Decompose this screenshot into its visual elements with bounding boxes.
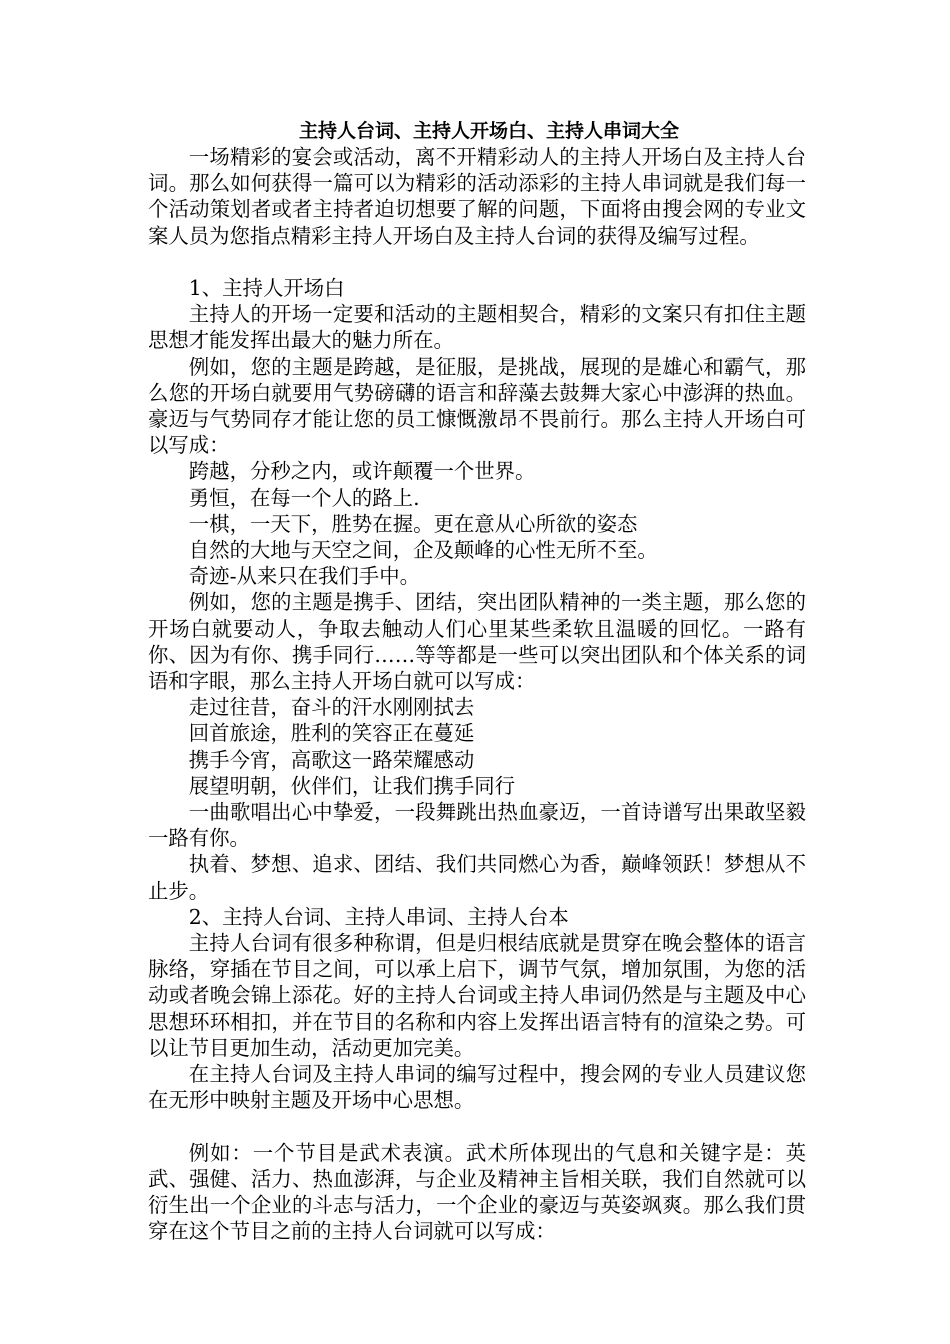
lines-paragraph-1: 主持人台词有很多种称谓，但是归根结底就是贯穿在晚会整体的语言脉络，穿插在节目之间，可以承上启下，调节气氛，增加氛围，为您的活动或者晚会锦上添花。好的主持人台词或主持人串词仍然是与主题及中心思想环环相扣，并在节目的名称和内容上发挥出语言特有的渲染之势。可以让节目更加生动，活动更加完美。 xyxy=(148,931,806,1060)
poem1-line: 勇恒，在每一个人的路上. xyxy=(188,485,420,510)
section-heading-opening: 1、主持人开场白 xyxy=(188,276,345,300)
poem1-line: 自然的大地与天空之间，企及颠峰的心性无所不至。 xyxy=(188,538,658,563)
document-page xyxy=(148,118,806,1245)
lines-paragraph-3: 例如：一个节目是武术表演。武术所体现出的气息和关键字是：英武、强健、活力、热血澎湃，与企业及精神主旨相关联，我们自然就可以衍生出一个企业的斗志与活力，一个企业的豪迈与英姿飒爽。那么我们贯穿在这个节目之前的主持人台词就可以写成： xyxy=(148,1140,806,1244)
poem2-line: 展望明朝，伙伴们，让我们携手同行 xyxy=(188,773,516,798)
spacer xyxy=(148,249,806,275)
opening-paragraph-2: 例如，您的主题是跨越，是征服，是挑战，展现的是雄心和霸气，那么您的开场白就要用气势磅礴的语言和辞藻去鼓舞大家心中澎湃的热血。豪迈与气势同存才能让您的员工慷慨激昂不畏前行。那么主持人开场白可以写成： xyxy=(148,354,806,458)
opening-paragraph-3: 例如，您的主题是携手、团结，突出团队精神的一类主题，那么您的开场白就要动人，争取去触动人们心里某些柔软且温暖的回忆。一路有你、因为有你、携手同行……等等都是一些可以突出团队和个体关系的词语和字眼，那么主持人开场白就可以写成： xyxy=(148,590,806,694)
poem1-line: 奇迹-从来只在我们手中。 xyxy=(188,564,420,589)
poem2-line: 携手今宵，高歌这一路荣耀感动 xyxy=(188,747,475,772)
poem1-line: 跨越，分秒之内，或许颠覆一个世界。 xyxy=(188,459,536,484)
opening-paragraph-5: 执着、梦想、追求、团结、我们共同燃心为香，巅峰领跃！梦想从不止步。 xyxy=(148,852,806,903)
poem2-line: 回首旅途，胜利的笑容正在蔓延 xyxy=(188,721,475,746)
document-title: 主持人台词、主持人开场白、主持人串词大全 xyxy=(298,120,679,142)
poem1-line: 一棋，一天下，胜势在握。更在意从心所欲的姿态 xyxy=(188,511,638,536)
section-heading-lines: 2、主持人台词、主持人串词、主持人台本 xyxy=(188,904,569,929)
opening-paragraph-1: 主持人的开场一定要和活动的主题相契合，精彩的文案只有扣住主题思想才能发挥出最大的魅力所在。 xyxy=(148,302,806,353)
lines-paragraph-2: 在主持人台词及主持人串词的编写过程中，搜会网的专业人员建议您在无形中映射主题及开场中心思想。 xyxy=(148,1062,806,1113)
spacer xyxy=(148,1114,806,1140)
intro-paragraph: 一场精彩的宴会或活动，离不开精彩动人的主持人开场白及主持人台词。那么如何获得一篇可以为精彩的活动添彩的主持人串词就是我们每一个活动策划者或者主持者迫切想要了解的问题，下面将由搜会网的专业文案人员为您指点精彩主持人开场白及主持人台词的获得及编写过程。 xyxy=(148,145,806,248)
poem2-line: 走过往昔，奋斗的汗水刚刚拭去 xyxy=(188,695,475,720)
opening-paragraph-4: 一曲歌唱出心中挚爱，一段舞跳出热血豪迈，一首诗谱写出果敢坚毅一路有你。 xyxy=(148,800,806,851)
